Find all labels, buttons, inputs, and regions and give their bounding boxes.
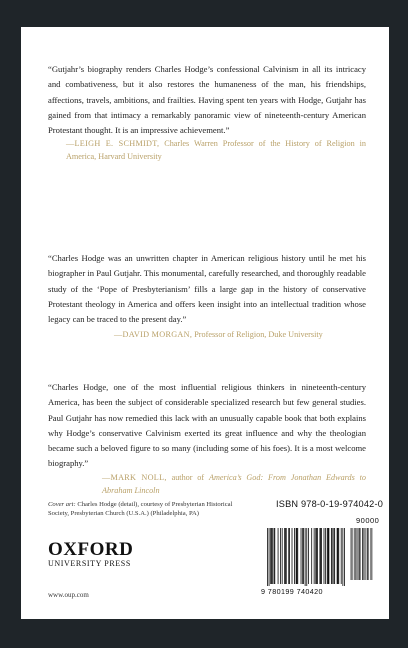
barcode-bar [301, 528, 302, 584]
barcode-bar [280, 528, 281, 584]
barcode [261, 516, 387, 598]
barcode-bar [296, 528, 297, 584]
blurb-credential: Charles Warren Professor of the History of Religion in America, Harvard University [66, 139, 367, 162]
blurb-schmidt [48, 62, 366, 163]
barcode-bar [297, 528, 298, 584]
blurb-author: —LEIGH E. SCHMIDT, [66, 139, 160, 149]
blurb-morgan [48, 251, 366, 341]
barcode-bar [297, 528, 298, 584]
barcode-bar [344, 528, 345, 586]
cover-art-text: Charles Hodge (detail), courtesy of Presbyterian Historical Society, Presbyterian Church (U.S.A.) (Philadelphia, PA) [48, 501, 233, 518]
barcode-bar [282, 528, 283, 584]
barcode-bar [269, 528, 270, 586]
barcode-bar [325, 528, 326, 584]
blurb-credential: Professor of Religion, Duke University [194, 330, 323, 340]
barcode-bar [305, 528, 306, 586]
barcode-bar [267, 528, 268, 586]
barcode-bar [338, 528, 339, 584]
barcode-bar [302, 528, 303, 584]
blurb-attribution [48, 328, 366, 341]
blurb-author: —MARK NOLL, [102, 472, 167, 482]
barcode-bar [315, 528, 316, 584]
barcode-bar [334, 528, 335, 584]
price-code: 90000 [356, 516, 380, 525]
barcode-bar [278, 528, 279, 584]
barcode-bar [303, 528, 304, 584]
barcode-bar [274, 528, 275, 584]
barcode-bar [285, 528, 286, 584]
isbn-label: ISBN 978-0-19-974042-0 [276, 499, 384, 509]
barcode-bar [314, 528, 315, 584]
barcode-bars [261, 516, 387, 586]
barcode-bar [306, 528, 307, 586]
barcode-number: 9 780199 740420 [261, 587, 323, 596]
barcode-bar [338, 528, 339, 584]
blurb-author: —DAVID MORGAN, [114, 330, 193, 340]
blurb-quote: “Charles Hodge, one of the most influential religious thinkers in nineteenth-century America, has been the subject of considerable specialized research but few general studies. Paul Gutjahr has now remedied this lack with an unusually capable book that both explains why Hodge’s conservative Calvinism exerted its great influence and why the theologian became such a beloved figure to so many (including some of his foes). It is a most welcome biography.” [48, 382, 366, 469]
barcode-bar [331, 528, 332, 584]
barcode-bar [288, 528, 289, 584]
barcode-bar [316, 528, 317, 584]
barcode-bar [272, 528, 273, 584]
barcode-bar [317, 528, 318, 584]
cover-art-credit [48, 500, 243, 518]
blurb-attribution [48, 471, 366, 497]
cover-art-label: Cover art: [48, 501, 76, 508]
barcode-bar [333, 528, 334, 584]
barcode-bar [329, 528, 330, 584]
barcode-bar [327, 528, 328, 584]
publisher-name: OXFORD [48, 539, 134, 560]
blurb-credential-prefix: author of [171, 472, 205, 482]
publisher-website: www.oup.com [48, 591, 89, 599]
barcode-bar [308, 528, 309, 584]
publisher-press: UNIVERSITY PRESS [48, 559, 131, 568]
barcode-bar [324, 528, 325, 584]
barcode-bar [341, 528, 342, 584]
barcode-bar [319, 528, 320, 584]
barcode-bar [271, 528, 272, 584]
barcode-bar [284, 528, 285, 584]
blurb-quote: “Charles Hodge was an unwritten chapter in American religious history until he met his biographer in Paul Gutjahr. This monumental, carefully researched, and thoroughly readable study of the ‘Pope of Presbyterianism’ fills a large gap in the history of conservative Protestant theology in America and offers keen insight into an intellectual tradition whose legacy can be traced to the present day.” [48, 253, 366, 325]
barcode-bar [286, 528, 287, 584]
barcode-bar [320, 528, 321, 584]
barcode-bar [328, 528, 329, 584]
barcode-bar [311, 528, 312, 584]
barcode-bar [321, 528, 322, 584]
blurb-quote: “Gutjahr’s biography renders Charles Hodge’s confessional Calvinism in all its intricacy and combativeness, but it also restores the humaneness of the man, his friendships, affections, travels, ambitions, and frailties. Having spent ten years with Hodge, Gutjahr has gained from that intimacy a remarkably panoramic view of nineteenth-century American Protestant thought. It is an impressive achievement.” [48, 64, 366, 136]
barcode-bar [292, 528, 293, 584]
barcode-bar [332, 528, 333, 584]
blurb-attribution [48, 137, 366, 163]
blurb-noll [48, 380, 366, 497]
barcode-bar [337, 528, 338, 584]
barcode-bar [270, 528, 271, 584]
barcode-bar [274, 528, 275, 584]
barcode-bar [289, 528, 290, 584]
barcode-bar [294, 528, 295, 584]
publisher-logo [48, 541, 168, 569]
blurb-book-title: America’s God: From Jonathan Edwards to Abraham Lincoln [102, 472, 367, 495]
barcode-bar [342, 528, 343, 586]
